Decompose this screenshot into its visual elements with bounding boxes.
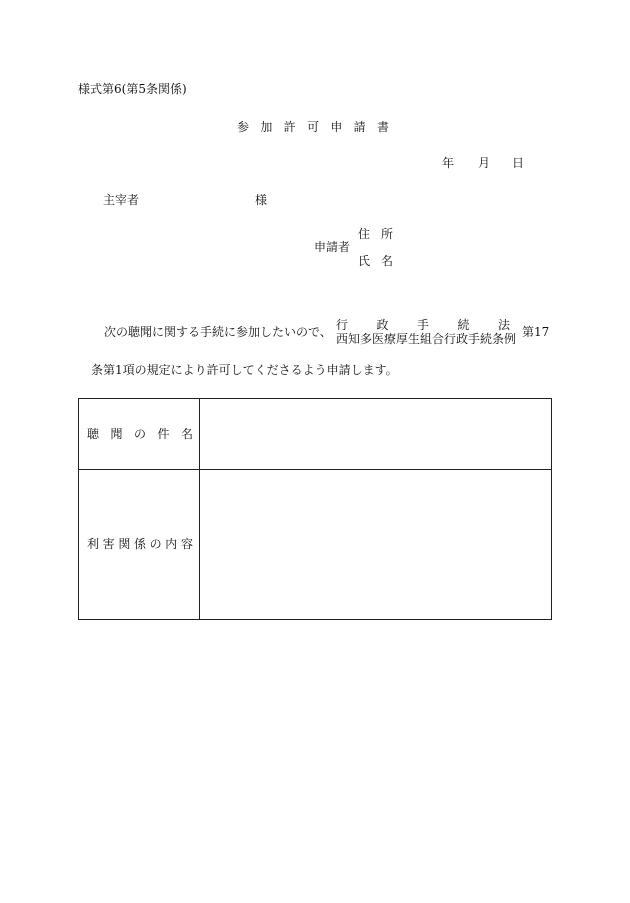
hearing-title-label: 聴 聞 の 件 名 xyxy=(87,427,193,441)
date-month-label: 月 xyxy=(478,156,491,170)
table-row xyxy=(79,469,551,619)
title-char: 請 xyxy=(353,120,366,134)
title-char: 申 xyxy=(330,120,343,134)
name-label: 氏 名 xyxy=(358,254,393,268)
law-name-bottom: 西知多医療厚生組合行政手続条例 xyxy=(336,332,517,346)
application-table xyxy=(78,398,552,620)
article-number: 第17 xyxy=(522,325,550,339)
interest-content-value[interactable] xyxy=(200,469,551,619)
title-char: 書 xyxy=(376,120,389,134)
law-name-top: 行 政 手 続 法 xyxy=(336,318,510,332)
applicant-label: 申請者 xyxy=(314,240,351,254)
addressee-honorific: 様 xyxy=(255,193,268,207)
title-char: 参 xyxy=(237,120,250,134)
addressee-label: 主宰者 xyxy=(103,193,140,207)
title-char: 可 xyxy=(306,120,319,134)
date-day-label: 日 xyxy=(512,156,525,170)
table-row xyxy=(79,399,551,470)
title-char: 許 xyxy=(283,120,296,134)
form-title xyxy=(237,121,389,133)
hearing-title-label-cell xyxy=(79,399,200,469)
date-year-label: 年 xyxy=(442,156,455,170)
form-number: 様式第6(第5条関係) xyxy=(78,82,187,96)
interest-content-label-cell xyxy=(79,469,200,619)
request-second-line: 条第1項の規定により許可してくださるよう申請します。 xyxy=(91,363,398,377)
request-lead-text: 次の聴聞に関する手続に参加したいので、 xyxy=(104,325,332,339)
address-label: 住 所 xyxy=(358,227,393,241)
title-char: 加 xyxy=(260,120,273,134)
hearing-title-value[interactable] xyxy=(200,399,551,469)
interest-content-label: 利 害 関 係 の 内 容 xyxy=(87,537,193,551)
